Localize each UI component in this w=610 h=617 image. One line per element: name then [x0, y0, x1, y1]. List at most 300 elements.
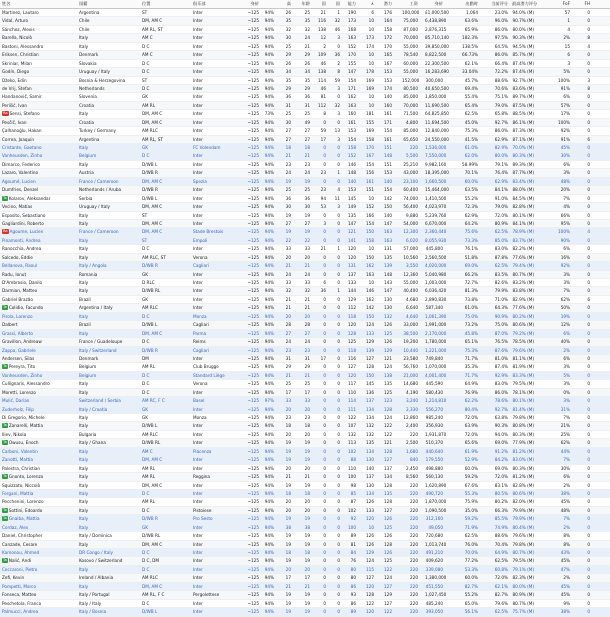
cell-wage: 25,210	[403, 161, 418, 167]
status-tag: Ta	[3, 364, 7, 369]
cell-rating: 82.9%	[494, 145, 508, 150]
cell-fof: 95%	[560, 220, 570, 226]
cell-value: ~125	[247, 524, 259, 530]
cell-nationality: Chile	[79, 18, 90, 24]
cell-fof: 16%	[560, 254, 570, 260]
table-row[interactable]	[0, 102, 610, 110]
cell-col-a: 10	[368, 195, 374, 201]
table-row[interactable]	[0, 541, 610, 549]
cell-fof: 3%	[563, 381, 570, 387]
cell-value: ~125	[247, 220, 259, 226]
cell-col-a: 167	[366, 153, 374, 159]
cell-market-value: 4,001,400	[425, 372, 447, 378]
cell-rating: 70.4%	[494, 541, 508, 547]
table-row[interactable]	[0, 237, 610, 245]
cell-fof: 50%	[560, 305, 570, 311]
cell-position: D C	[142, 69, 150, 75]
cell-col-a: 150	[366, 372, 374, 378]
cell-attendance: 65.9%	[464, 26, 478, 32]
cell-attendance: 33.04%	[462, 69, 478, 75]
table-row[interactable]	[0, 574, 610, 582]
cell-club: Inter	[193, 161, 203, 167]
column-header-position[interactable]: 位置	[142, 1, 151, 6]
cell-goals: 11	[334, 195, 340, 201]
cell-goals: 8	[337, 69, 340, 75]
cell-potential: 172	[384, 35, 392, 41]
cell-attendance: 63.6%	[464, 18, 478, 24]
cell-market-value: 445,800	[425, 246, 443, 252]
column-header-goals[interactable]: 国	[335, 1, 340, 6]
table-row[interactable]	[0, 372, 610, 380]
cell-height: 19	[285, 229, 291, 235]
table-row[interactable]	[0, 304, 610, 312]
cell-potential: 127	[384, 583, 392, 589]
cell-potential: 125	[384, 389, 392, 395]
cell-height: 18	[285, 490, 291, 496]
cell-name	[2, 440, 78, 446]
table-row[interactable]	[0, 136, 610, 144]
cell-height: 19	[285, 533, 291, 539]
cell-fh: 0	[587, 204, 590, 210]
cell-caps: 0	[323, 398, 326, 404]
cell-club: Inter	[193, 195, 203, 201]
cell-potential: 127	[384, 457, 392, 463]
cell-market-value: 1,410,500	[425, 195, 447, 201]
cell-col-a: 173	[366, 35, 374, 41]
cell-attendance: 73.3%	[464, 237, 478, 243]
cell-fof: 7%	[563, 516, 570, 522]
table-row[interactable]	[0, 296, 610, 304]
cell-ability: 149	[348, 204, 356, 210]
table-row[interactable]	[0, 397, 610, 405]
cell-fof: 0%	[563, 389, 570, 395]
cell-value: ~125	[247, 575, 259, 581]
cell-club: Verona	[193, 381, 208, 387]
cell-value: ~125	[247, 35, 259, 41]
table-row[interactable]	[0, 473, 610, 481]
column-header-max-potential[interactable]: 最高潜力评分	[512, 1, 538, 6]
cell-wage: 4,190	[406, 389, 418, 395]
table-row[interactable]	[0, 406, 610, 414]
table-row[interactable]	[0, 498, 610, 506]
cell-attendance: 75.6%	[464, 229, 478, 235]
table-row[interactable]	[0, 68, 610, 76]
column-header-height[interactable]: 高	[286, 1, 291, 6]
cell-fof: 4	[567, 26, 570, 32]
cell-club: Basel	[193, 398, 205, 404]
cell-position: DM, AM C	[142, 220, 163, 226]
cell-height: 21	[285, 153, 291, 159]
table-row[interactable]	[0, 490, 610, 498]
column-header-ability[interactable]: 能力	[347, 1, 356, 6]
table-row[interactable]	[0, 287, 610, 295]
table-row[interactable]	[0, 431, 610, 439]
cell-market-value: 720,680	[425, 533, 443, 539]
cell-fitness: 94%	[264, 364, 274, 370]
table-row[interactable]	[0, 456, 610, 464]
cell-nationality: Netherlands / Aruba	[79, 187, 122, 193]
column-header-value[interactable]: 身价	[250, 1, 259, 6]
cell-max-potential: 77.9% (M)	[512, 440, 534, 446]
cell-name: Ceccaroni, Pietro	[2, 566, 38, 572]
cell-attendance: 56.1%	[464, 609, 478, 615]
cell-potential: 130	[384, 296, 392, 302]
cell-fitness: 94%	[264, 187, 274, 193]
cell-col-a: 156	[366, 170, 374, 176]
cell-height: 22	[285, 237, 291, 243]
table-row[interactable]	[0, 17, 610, 25]
cell-max-potential: 79.9% (M)	[512, 516, 534, 522]
cell-name: Eriksen, Christian	[2, 52, 39, 58]
cell-market-value: 24,550,000	[425, 136, 449, 142]
cell-club: Inter	[193, 423, 203, 429]
cell-wage: 19,200	[403, 339, 418, 345]
cell-position: AM RL	[142, 474, 156, 480]
cell-max-potential: 88.5% (M)	[512, 111, 534, 117]
cell-attendance: 69.4%	[464, 85, 478, 91]
cell-max-potential: 79.2% (M)	[512, 330, 534, 336]
table-row[interactable]	[0, 9, 610, 17]
table-row[interactable]	[0, 262, 610, 270]
cell-age: 18	[304, 423, 310, 429]
table-row[interactable]	[0, 380, 610, 388]
table-row[interactable]	[0, 591, 610, 599]
cell-potential: 135	[384, 490, 392, 496]
cell-name: Barella, Nicolò	[2, 35, 33, 41]
cell-market-value: 11,690,500	[425, 102, 449, 108]
cell-fitness: 94%	[264, 550, 274, 555]
cell-height: 32	[285, 26, 291, 32]
cell-attendance: 45.0%	[464, 119, 478, 125]
cell-goals: 59	[334, 77, 340, 83]
cell-height: 20	[285, 254, 291, 260]
cell-club: Inter	[193, 153, 203, 159]
table-row[interactable]	[0, 203, 610, 211]
status-tag: Ta	[3, 516, 7, 521]
player-name[interactable]: Sottini, Edoardo	[8, 507, 43, 513]
column-header-fh[interactable]: FH	[584, 1, 590, 6]
cell-attendance: 55.3%	[464, 490, 478, 496]
cell-name: Iliev, Nikola	[2, 431, 27, 437]
table-row[interactable]	[0, 169, 610, 177]
cell-age: 20	[304, 566, 310, 572]
cell-name: Fergani, Mattia	[2, 490, 34, 496]
cell-ability: 148	[348, 170, 356, 176]
column-header-fof[interactable]: FoF	[562, 1, 570, 6]
cell-market-value: 6,670,000	[425, 220, 447, 226]
cell-caps: 0	[323, 389, 326, 395]
cell-club: Inter	[193, 170, 203, 176]
cell-nationality: Italy	[79, 220, 89, 226]
cell-caps: 109	[318, 52, 326, 58]
cell-fh: 0	[587, 575, 590, 581]
column-header-caps[interactable]: 国	[321, 1, 326, 6]
cell-goals: 46	[334, 26, 340, 32]
cell-attendance: 62.0%	[464, 153, 478, 159]
cell-height: 29	[285, 85, 291, 91]
table-row[interactable]	[0, 448, 610, 456]
cell-market-value: 1,660,500	[425, 178, 447, 184]
table-row[interactable]	[0, 43, 610, 51]
column-header-wage[interactable]: 工资	[409, 1, 418, 6]
cell-value: ~125	[247, 170, 259, 176]
table-row[interactable]	[0, 330, 610, 338]
player-name[interactable]: Owusu, Enoch	[8, 440, 39, 446]
cell-potential: 147	[384, 288, 392, 294]
cell-max-potential: 77.6% (M)	[512, 305, 534, 311]
cell-market-value: 485,240	[425, 600, 443, 606]
cell-goals: 0	[337, 440, 340, 446]
cell-nationality: Chile	[79, 26, 90, 32]
cell-fof: 5%	[563, 69, 570, 75]
cell-value: ~125	[247, 558, 259, 564]
table-row[interactable]	[0, 93, 610, 101]
table-row[interactable]	[0, 422, 610, 430]
player-name[interactable]: Kolarov, Aleksandar	[8, 195, 51, 201]
cell-caps: 0	[323, 609, 326, 615]
cell-age: 27	[304, 128, 310, 134]
cell-wage: 12,300	[403, 229, 418, 235]
cell-height: 19	[285, 600, 291, 606]
cell-club: Monza	[193, 415, 207, 420]
cell-name: Vanheusden, Zinho	[2, 153, 43, 159]
cell-col-a: 10	[368, 60, 374, 66]
cell-name: Correa, Joaquín	[2, 136, 35, 142]
cell-club: Inter	[193, 600, 203, 606]
cell-fh: 0	[587, 364, 590, 370]
cell-fh: 0	[587, 170, 590, 176]
table-row[interactable]	[0, 152, 610, 160]
table-row[interactable]	[0, 85, 610, 93]
table-row[interactable]	[0, 161, 610, 169]
table-row[interactable]	[0, 414, 610, 422]
cell-rating: 70.6%	[494, 85, 508, 91]
cell-fh: 0	[587, 558, 590, 564]
cell-goals: 0	[337, 592, 340, 598]
column-header-name[interactable]: 姓名	[2, 1, 11, 6]
player-name[interactable]: Gnonto, Lorenzo	[8, 474, 44, 480]
cell-goals: 1	[337, 288, 340, 294]
cell-age: 25	[304, 187, 310, 193]
cell-caps: 0	[323, 431, 326, 437]
cell-caps: 81	[320, 94, 326, 100]
table-row[interactable]	[0, 389, 610, 397]
cell-name: Vidal, Arturo	[2, 18, 29, 24]
table-row[interactable]	[0, 313, 610, 321]
cell-nationality: Italy	[79, 474, 89, 480]
cell-ability: 84	[350, 550, 356, 555]
cell-goals: 0	[337, 406, 340, 412]
cell-club: Standard Liège	[193, 372, 225, 378]
cell-name: Zefi, Kevin	[2, 575, 25, 581]
cell-rating: 64.9%	[494, 550, 508, 555]
table-row[interactable]	[0, 51, 610, 59]
cell-age: 21	[304, 153, 310, 159]
cell-fitness: 94%	[264, 10, 274, 15]
cell-potential: 154	[384, 187, 392, 193]
cell-name	[2, 474, 78, 480]
table-row[interactable]	[0, 60, 610, 68]
cell-age: 19	[304, 482, 310, 488]
table-row[interactable]	[0, 245, 610, 253]
cell-caps: 0	[323, 313, 326, 319]
cell-position: ST	[142, 237, 148, 243]
cell-fitness: 94%	[264, 229, 274, 235]
cell-goals: 0	[337, 482, 340, 488]
cell-ability: 85	[350, 490, 356, 496]
cell-name: Cordaz, Alex	[2, 524, 29, 530]
cell-wage: 220	[410, 550, 418, 555]
table-row[interactable]	[0, 178, 610, 186]
table-row[interactable]	[0, 279, 610, 287]
cell-age: 29	[304, 364, 310, 370]
player-name[interactable]: Colidio, Facundo	[8, 305, 44, 311]
cell-club: Inter	[193, 465, 203, 471]
cell-ability: 162	[348, 94, 356, 100]
cell-goals: 0	[337, 355, 340, 361]
cell-club: Inter	[193, 431, 203, 437]
cell-nationality: Italy / Bosnia	[79, 609, 107, 615]
player-name[interactable]: Pereyra, Tito	[8, 364, 36, 370]
table-row[interactable]	[0, 321, 610, 329]
cell-fh: 0	[587, 389, 590, 395]
table-row[interactable]	[0, 212, 610, 220]
table-row[interactable]	[0, 439, 610, 447]
cell-nationality: Italy	[79, 246, 89, 252]
cell-potential: 153	[384, 77, 392, 83]
player-name[interactable]: Sensi, Stefano	[9, 111, 40, 117]
player-name[interactable]: Zanarelli, Mattia	[8, 423, 44, 429]
cell-height: 38	[285, 524, 291, 530]
cell-ability: 118	[348, 347, 356, 353]
cell-potential: 124	[384, 415, 392, 420]
cell-col-a: 10	[368, 52, 374, 58]
cell-col-a: 130	[366, 482, 374, 488]
table-row[interactable]	[0, 583, 610, 591]
cell-age: 21	[304, 583, 310, 589]
table-row[interactable]	[0, 465, 610, 473]
cell-caps: 0	[323, 516, 326, 522]
cell-fof: 62%	[560, 440, 570, 446]
column-header-col-a[interactable]: ∧	[370, 1, 374, 6]
cell-name: Bellanova, Raoul	[2, 263, 38, 269]
player-name[interactable]: Nalić, Andi	[8, 558, 32, 564]
table-row[interactable]	[0, 566, 610, 574]
table-row[interactable]	[0, 507, 610, 515]
column-header-club[interactable]: 俱乐部	[193, 1, 206, 6]
table-row[interactable]	[0, 347, 610, 355]
cell-goals: 1	[337, 170, 340, 176]
column-header-age[interactable]: 年龄	[301, 1, 310, 6]
table-row[interactable]	[0, 549, 610, 557]
table-row[interactable]	[0, 127, 610, 135]
player-name[interactable]: Agoume, Lucien	[9, 229, 44, 235]
column-header-attendance[interactable]: 出勤时	[465, 1, 478, 6]
cell-wage: 70,000	[403, 102, 418, 108]
table-row[interactable]	[0, 34, 610, 42]
cell-age: 31	[304, 102, 310, 108]
cell-wage: 14,680	[403, 381, 418, 387]
cell-market-value: 1,221,000	[425, 347, 447, 353]
table-row[interactable]	[0, 119, 610, 127]
cell-max-potential: 79.9% (M)	[512, 507, 534, 513]
cell-wage: 220	[410, 524, 418, 530]
cell-position: D C	[142, 43, 150, 49]
column-header-market-value[interactable]: 身价	[434, 1, 443, 6]
table-row[interactable]	[0, 338, 610, 346]
cell-fh: 0	[587, 10, 590, 15]
table-row[interactable]	[0, 228, 610, 236]
table-row[interactable]	[0, 355, 610, 363]
player-name[interactable]: Gnaiba, Mattia	[8, 516, 40, 522]
column-header-rating[interactable]: 当前评分	[491, 1, 508, 6]
cell-ability: 131	[348, 263, 356, 269]
cell-age: 26	[304, 60, 310, 66]
cell-attendance: 71.7%	[464, 372, 478, 378]
table-row[interactable]	[0, 186, 610, 194]
cell-market-value: 2,560,500	[425, 254, 447, 260]
table-row[interactable]	[0, 524, 610, 532]
cell-potential: 132	[384, 313, 392, 319]
cell-wage: 85,000	[403, 128, 418, 134]
cell-fitness: 94%	[264, 18, 274, 24]
table-row[interactable]	[0, 220, 610, 228]
cell-goals: 3	[337, 136, 340, 142]
table-row[interactable]	[0, 532, 610, 540]
table-row[interactable]	[0, 195, 610, 203]
table-row[interactable]	[0, 600, 610, 608]
table-row[interactable]	[0, 144, 610, 152]
cell-nationality: Bosnia & Herzegovina	[79, 77, 126, 83]
cell-height: 26	[285, 10, 291, 15]
table-row[interactable]	[0, 271, 610, 279]
cell-goals: 0	[337, 600, 340, 606]
cell-value: ~125	[247, 26, 259, 32]
table-row[interactable]	[0, 608, 610, 616]
cell-potential: 127	[384, 600, 392, 606]
cell-goals: 0	[337, 423, 340, 429]
table-row[interactable]	[0, 110, 610, 118]
table-row[interactable]	[0, 363, 610, 371]
cell-max-potential: 82.3% (M)	[512, 575, 534, 581]
cell-wage: 33,000	[403, 322, 418, 328]
table-row[interactable]	[0, 482, 610, 490]
cell-position: DM, AM C	[142, 482, 163, 488]
column-header-nationality[interactable]: 国籍	[79, 1, 88, 6]
cell-age: 27	[304, 330, 310, 336]
cell-club: Piacenza	[193, 448, 212, 454]
cell-fh: 8	[587, 35, 590, 41]
cell-fh: 0	[587, 431, 590, 437]
cell-name: Skriniar, Milan	[2, 60, 32, 66]
cell-name: Gagliardini, Roberto	[2, 220, 44, 226]
cell-club: Inter	[193, 575, 203, 581]
column-header-potential[interactable]: 潜力	[383, 1, 392, 6]
table-row[interactable]	[0, 557, 610, 565]
table-row[interactable]	[0, 77, 610, 85]
cell-market-value: 1,536,000	[425, 145, 447, 150]
cell-value: ~125	[247, 204, 259, 210]
cell-goals: 0	[337, 398, 340, 404]
table-row[interactable]	[0, 26, 610, 34]
table-row[interactable]	[0, 254, 610, 262]
table-header[interactable]	[0, 0, 610, 9]
table-row[interactable]	[0, 515, 610, 523]
cell-market-value: 2,876,315	[425, 26, 447, 32]
cell-nationality: Romania	[79, 271, 98, 277]
cell-goals: 1	[337, 246, 340, 252]
cell-wage: 100,000	[402, 10, 420, 15]
